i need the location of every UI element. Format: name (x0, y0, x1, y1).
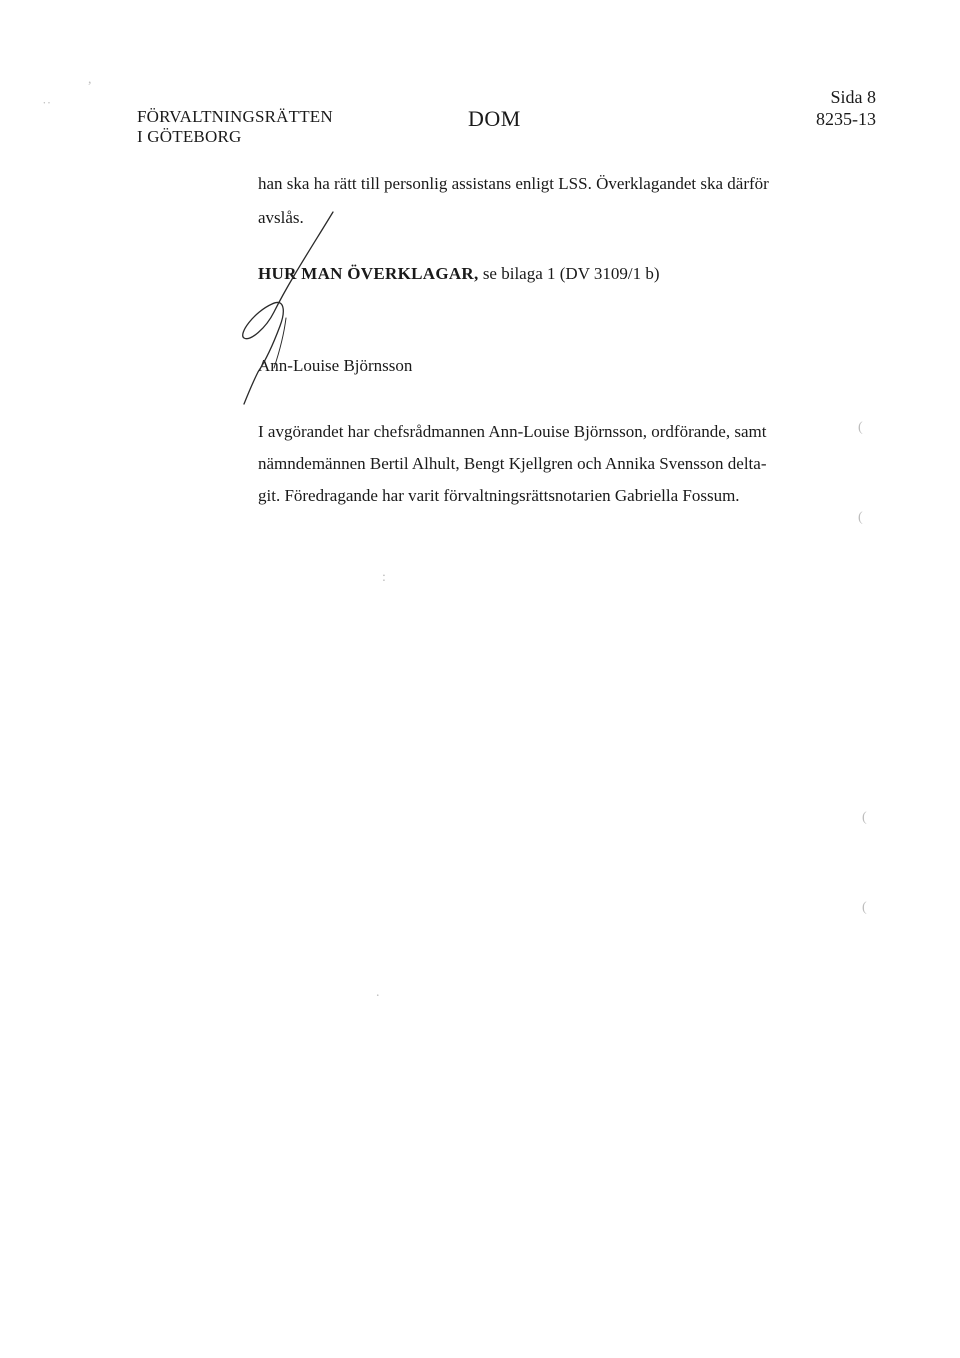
scan-artifact: ( (862, 900, 867, 915)
page-number: Sida 8 (830, 87, 876, 107)
scan-artifact: . (376, 985, 380, 1000)
handwritten-signature (228, 200, 348, 410)
paragraph-line: I avgörandet har chefsrådmannen Ann-Louise Björnsson, ordförande, samt (258, 422, 767, 441)
scan-artifact: , (88, 72, 92, 87)
court-name (137, 107, 333, 147)
paragraph-panel (258, 416, 818, 512)
paragraph-line: nämndemännen Bertil Alhult, Bengt Kjellgren och Annika Svensson delta- (258, 454, 767, 473)
scan-artifact: : (382, 570, 386, 585)
scan-artifact: ( (862, 810, 867, 825)
case-number: 8235-13 (816, 109, 876, 129)
scan-artifact: ( (858, 510, 863, 525)
paragraph-line: git. Föredragande har varit förvaltningsrättsnotarien Gabriella Fossum. (258, 486, 740, 505)
signer-name: Ann-Louise Björnsson (258, 356, 413, 375)
scan-artifact: ( (858, 420, 863, 435)
appeal-heading: HUR MAN ÖVERKLAGAR, (258, 264, 479, 283)
court-name-line1: FÖRVALTNINGSRÄTTEN (137, 107, 333, 126)
paragraph-line: han ska ha rätt till personlig assistans enligt LSS. Överklagandet ska därför (258, 174, 769, 193)
scan-artifact: ˙˙ (42, 100, 52, 115)
document-type: DOM (468, 106, 521, 131)
court-name-line2: I GÖTEBORG (137, 127, 242, 146)
paragraph-line: avslås. (258, 208, 304, 227)
page-info (816, 86, 876, 130)
appeal-reference: se bilaga 1 (DV 3109/1 b) (478, 264, 660, 283)
